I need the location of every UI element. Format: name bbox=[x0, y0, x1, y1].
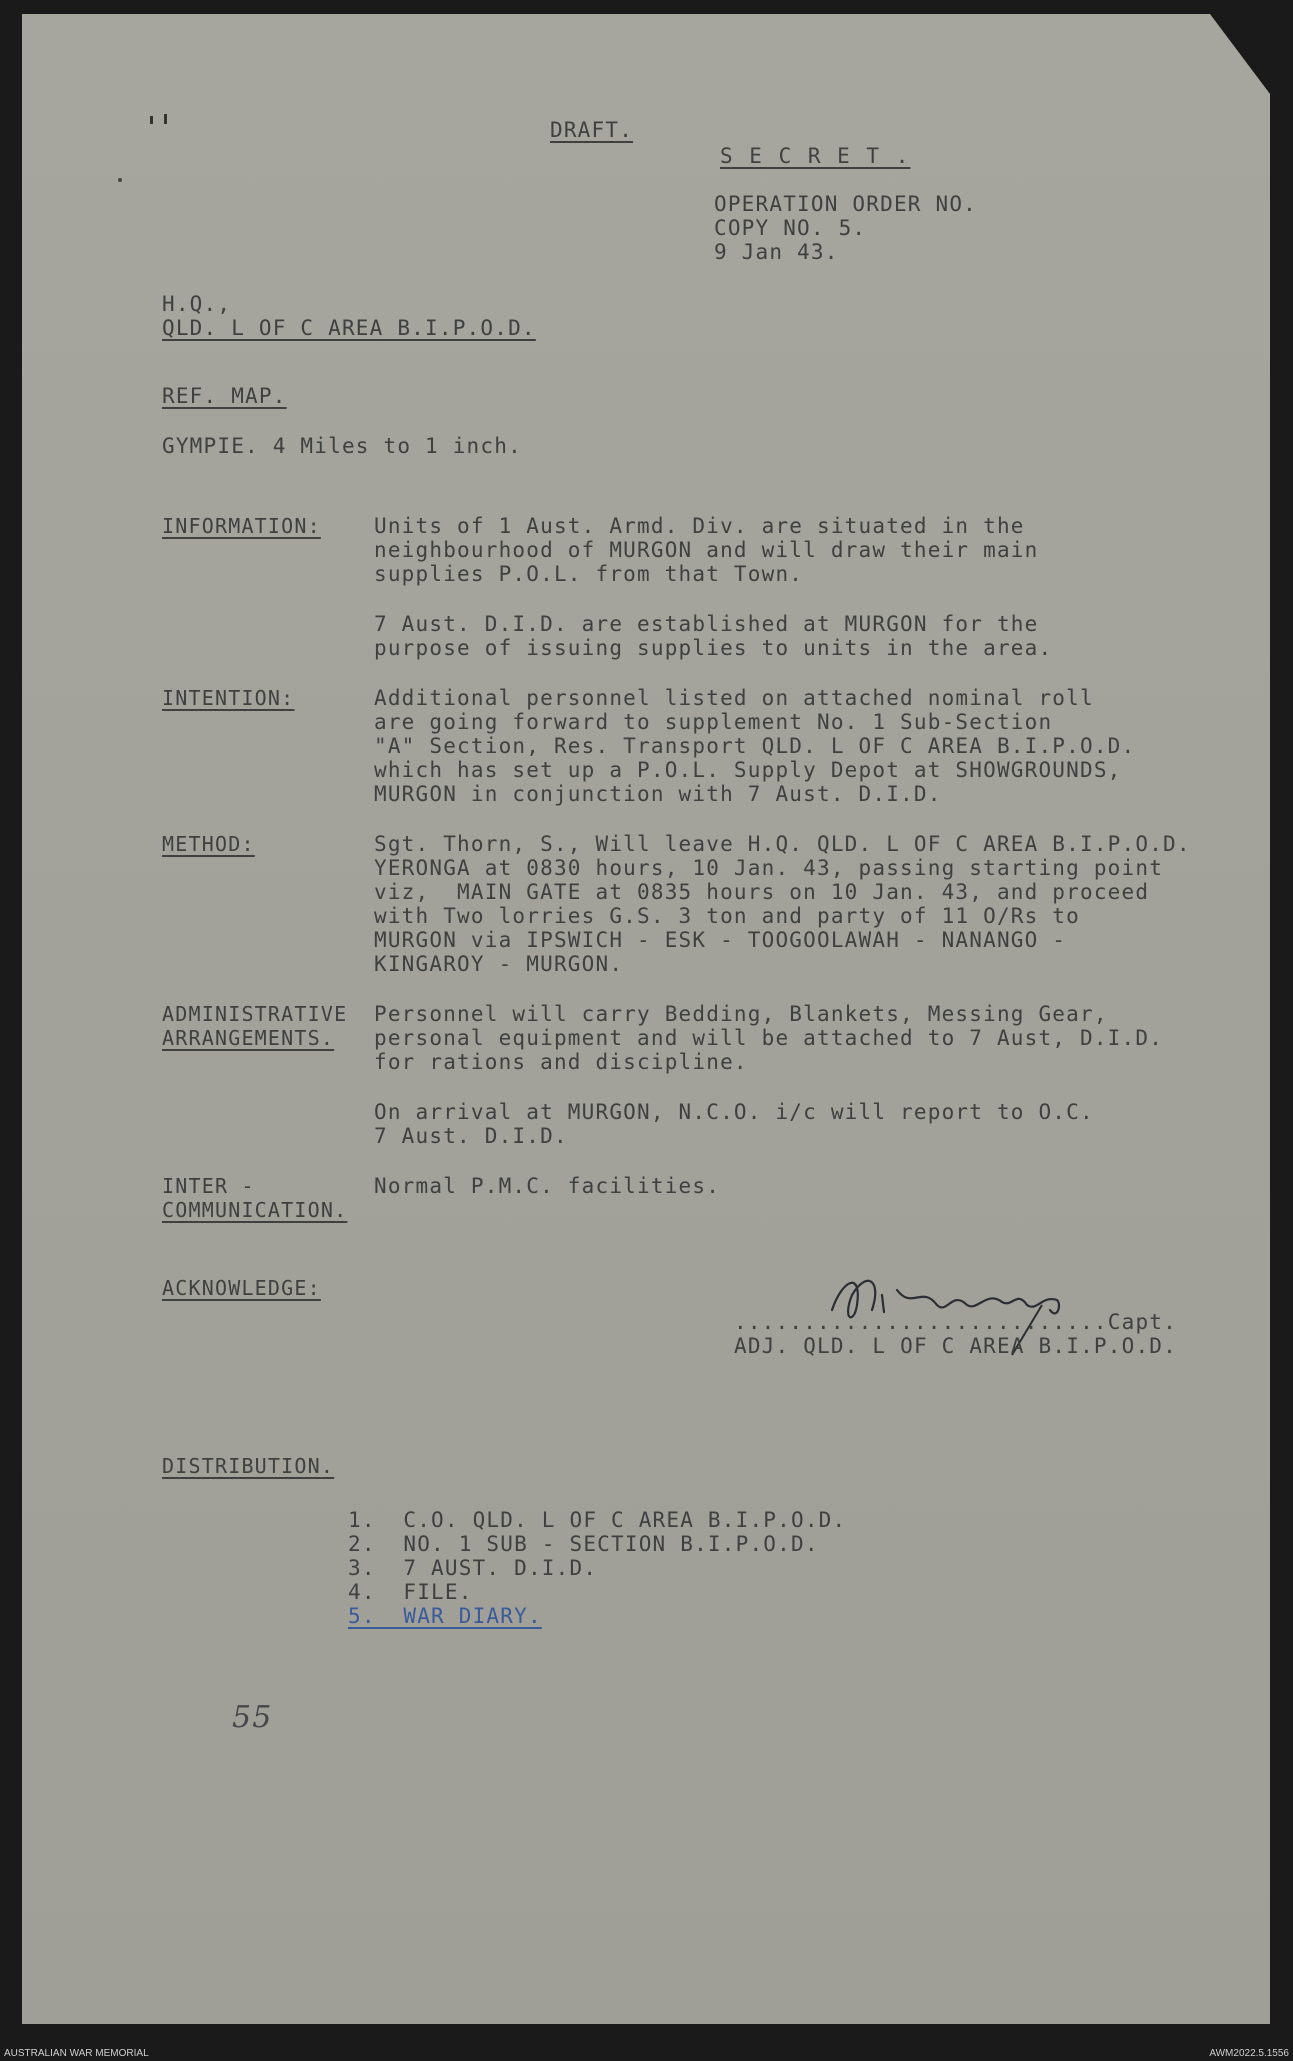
method-line: Sgt. Thorn, S., Will leave H.Q. QLD. L OF C AREA B.I.P.O.D. bbox=[374, 832, 1191, 856]
admin-line: Personnel will carry Bedding, Blankets, Messing Gear, bbox=[374, 1002, 1108, 1026]
intention-line: Additional personnel listed on attached nominal roll bbox=[374, 686, 1094, 710]
intercom-label: INTER - bbox=[162, 1174, 255, 1198]
information-line: Units of 1 Aust. Armd. Div. are situated in the bbox=[374, 514, 1025, 538]
signature-line: ...........................Capt. bbox=[734, 1310, 1177, 1334]
information-line: purpose of issuing supplies to units in the area. bbox=[374, 636, 1053, 660]
method-line: YERONGA at 0830 hours, 10 Jan. 43, passing starting point bbox=[374, 856, 1164, 880]
distribution-item: 3. 7 AUST. D.I.D. bbox=[348, 1556, 598, 1580]
distribution-item: 1. C.O. QLD. L OF C AREA B.I.P.O.D. bbox=[348, 1508, 847, 1532]
admin-label: ARRANGEMENTS. bbox=[162, 1026, 335, 1050]
handwritten-number: 55 bbox=[232, 1700, 273, 1735]
operation-order: OPERATION ORDER NO. bbox=[714, 192, 978, 216]
draft-heading: DRAFT. bbox=[550, 118, 634, 142]
speck bbox=[150, 116, 153, 124]
signature-title: ADJ. QLD. L OF C AREA B.I.P.O.D. bbox=[734, 1334, 1177, 1358]
intention-line: MURGON in conjunction with 7 Aust. D.I.D. bbox=[374, 782, 942, 806]
hq-unit: QLD. L OF C AREA B.I.P.O.D. bbox=[162, 316, 536, 340]
secret-heading: S E C R E T . bbox=[720, 144, 911, 168]
order-date: 9 Jan 43. bbox=[714, 240, 839, 264]
admin-line: for rations and discipline. bbox=[374, 1050, 748, 1074]
admin-label: ADMINISTRATIVE bbox=[162, 1002, 348, 1026]
distribution-item: 4. FILE. bbox=[348, 1580, 473, 1604]
torn-corner bbox=[1210, 14, 1270, 94]
method-line: viz, MAIN GATE at 0835 hours on 10 Jan. 43, and proceed bbox=[374, 880, 1150, 904]
distribution-label: DISTRIBUTION. bbox=[162, 1454, 335, 1478]
method-label: METHOD: bbox=[162, 832, 255, 856]
intention-line: are going forward to supplement No. 1 Sub-Section bbox=[374, 710, 1053, 734]
distribution-item: 2. NO. 1 SUB - SECTION B.I.P.O.D. bbox=[348, 1532, 819, 1556]
method-line: with Two lorries G.S. 3 ton and party of 11 O/Rs to bbox=[374, 904, 1080, 928]
ref-map-label: REF. MAP. bbox=[162, 384, 287, 408]
intention-line: "A" Section, Res. Transport QLD. L OF C AREA B.I.P.O.D. bbox=[374, 734, 1136, 758]
information-label: INFORMATION: bbox=[162, 514, 321, 538]
speck bbox=[164, 114, 167, 124]
admin-line: personal equipment and will be attached to 7 Aust, D.I.D. bbox=[374, 1026, 1164, 1050]
admin-line: On arrival at MURGON, N.C.O. i/c will report to O.C. bbox=[374, 1100, 1094, 1124]
intention-line: which has set up a P.O.L. Supply Depot at SHOWGROUNDS, bbox=[374, 758, 1122, 782]
information-line: supplies P.O.L. from that Town. bbox=[374, 562, 804, 586]
information-line: neighbourhood of MURGON and will draw their main bbox=[374, 538, 1039, 562]
intention-label: INTENTION: bbox=[162, 686, 295, 710]
footer-bar bbox=[0, 2047, 1293, 2061]
ref-map-value: GYMPIE. 4 Miles to 1 inch. bbox=[162, 434, 522, 458]
distribution-item: 5. WAR DIARY. bbox=[348, 1604, 542, 1628]
method-line: MURGON via IPSWICH - ESK - TOOGOOLAWAH - NANANGO - bbox=[374, 928, 1067, 952]
information-line: 7 Aust. D.I.D. are established at MURGON for the bbox=[374, 612, 1039, 636]
intercom-value: Normal P.M.C. facilities. bbox=[374, 1174, 721, 1198]
footer-id: AWM2022.5.1556 bbox=[1209, 2048, 1289, 2059]
speck bbox=[118, 178, 122, 182]
footer-credit: AUSTRALIAN WAR MEMORIAL bbox=[4, 2048, 149, 2059]
document-page bbox=[22, 14, 1270, 2024]
method-line: KINGAROY - MURGON. bbox=[374, 952, 624, 976]
acknowledge-label: ACKNOWLEDGE: bbox=[162, 1276, 321, 1300]
admin-line: 7 Aust. D.I.D. bbox=[374, 1124, 568, 1148]
hq-line: H.Q., bbox=[162, 292, 232, 316]
intercom-label: COMMUNICATION. bbox=[162, 1198, 348, 1222]
copy-number: COPY NO. 5. bbox=[714, 216, 867, 240]
